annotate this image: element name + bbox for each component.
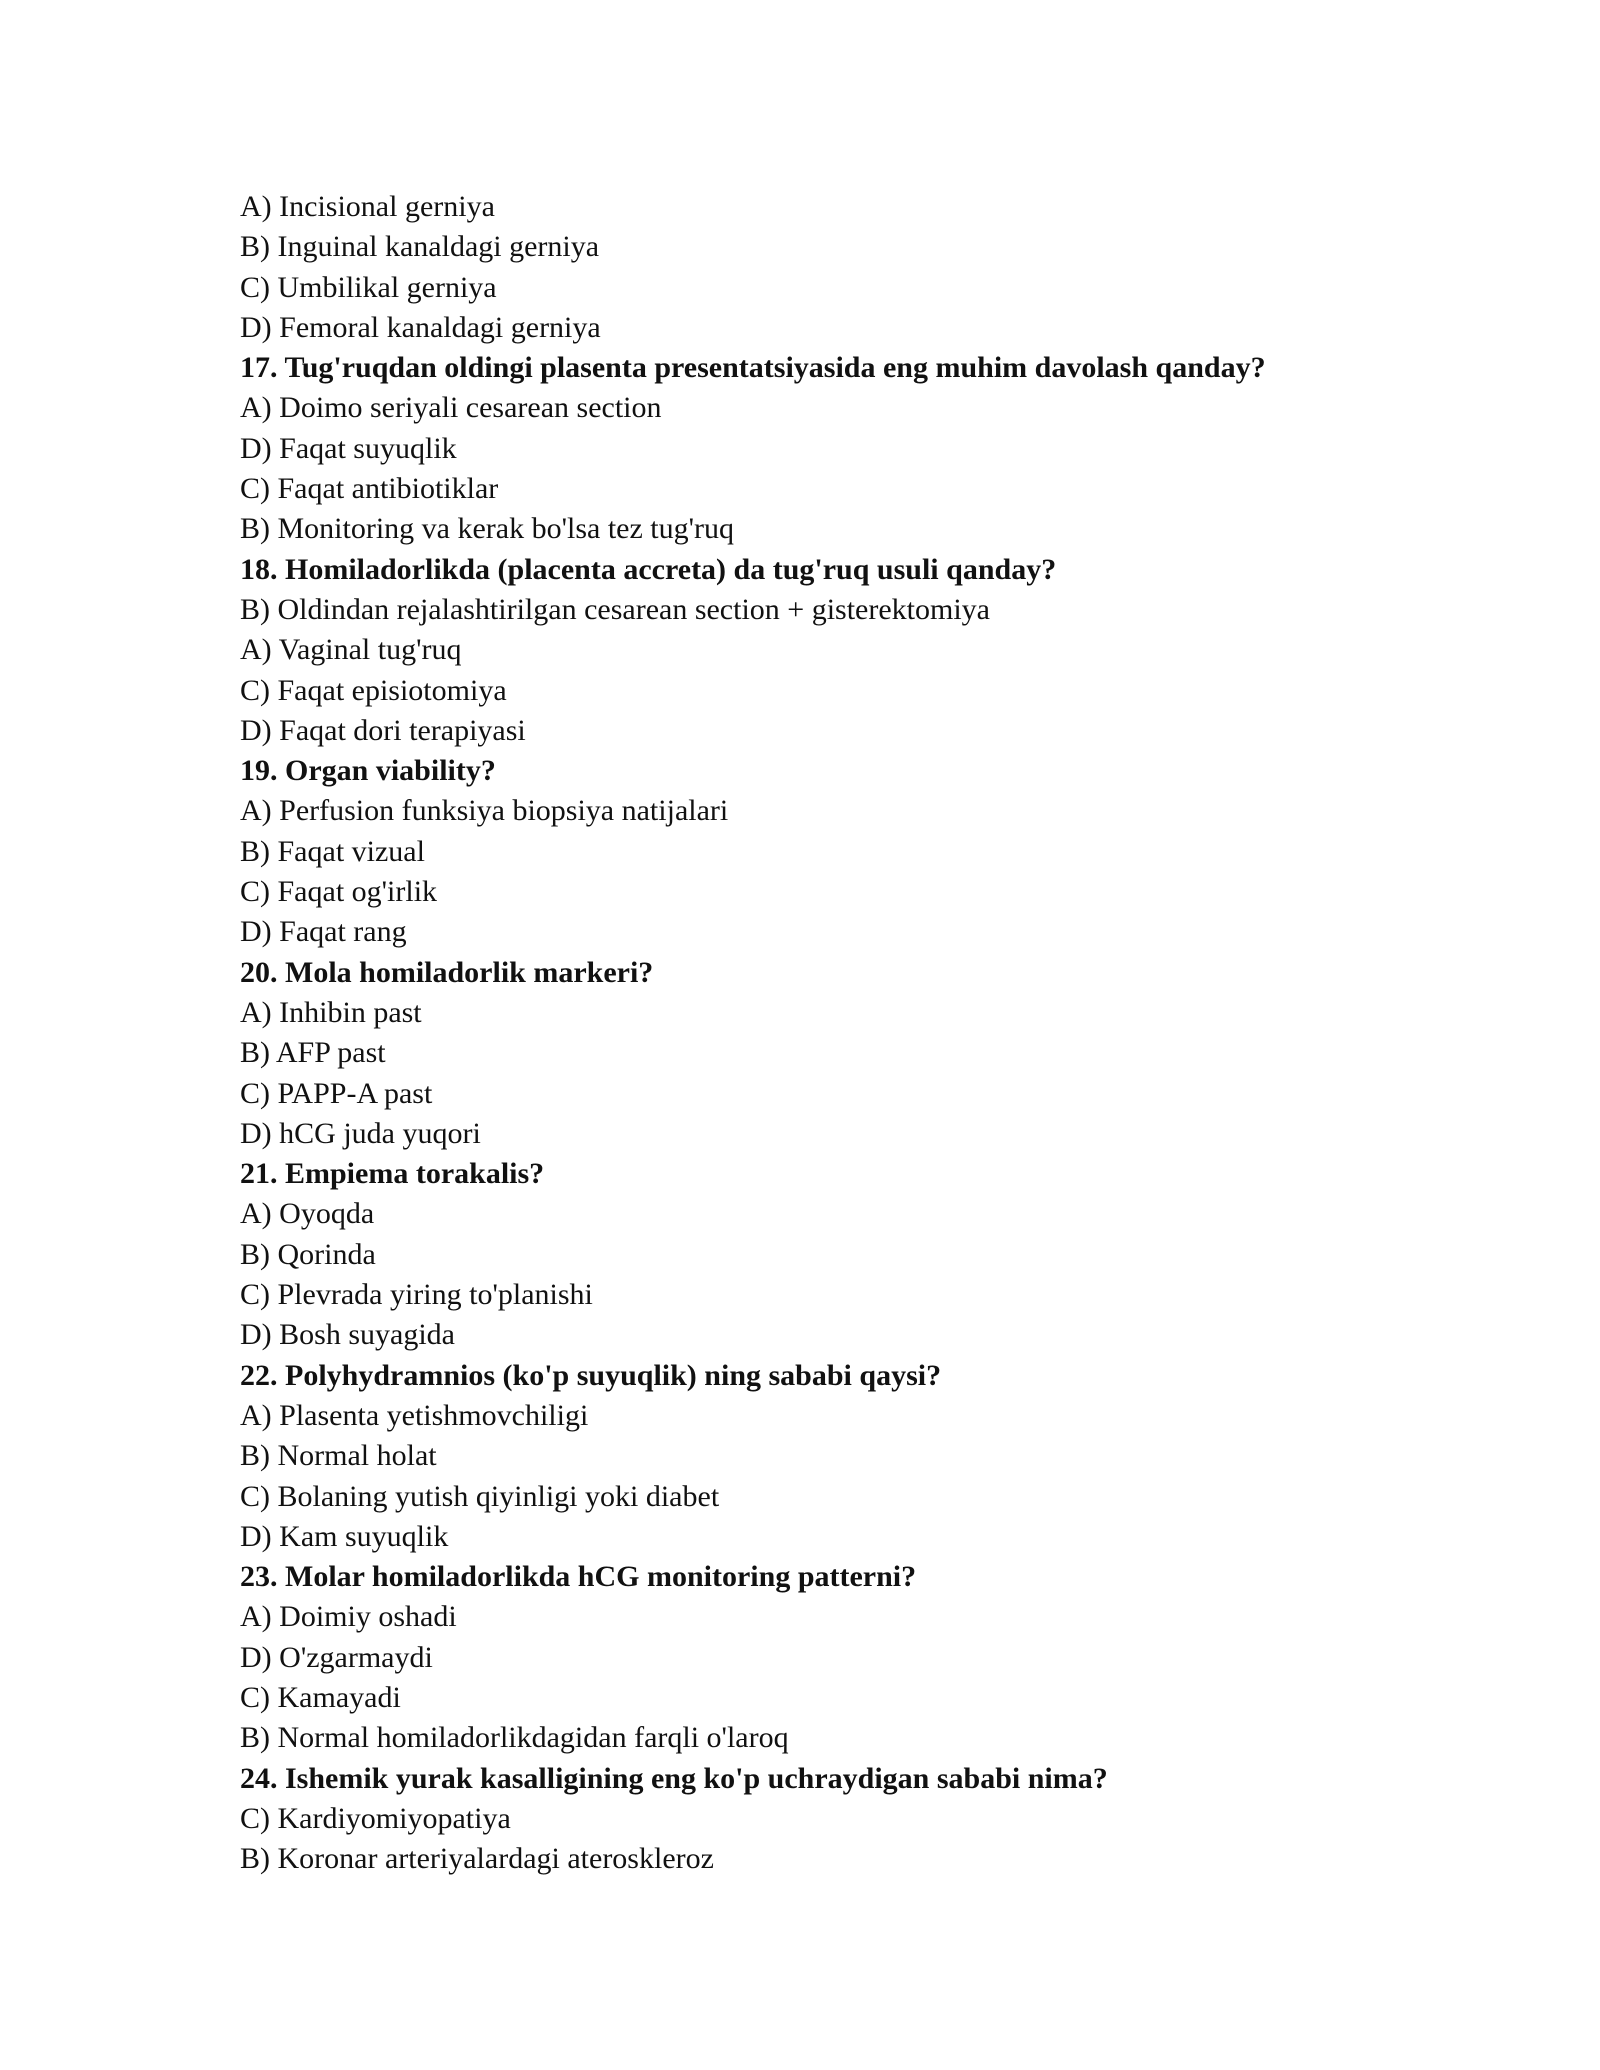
answer-option: C) Kamayadi <box>240 1680 401 1714</box>
question-text: 24. Ishemik yurak kasalligining eng ko'p uchraydigan sababi nima? <box>240 1761 1108 1795</box>
answer-option: A) Doimiy oshadi <box>240 1600 457 1634</box>
answer-option: B) Normal homiladorlikdagidan farqli o'laroq <box>240 1721 789 1755</box>
answer-option: B) Faqat vizual <box>240 834 425 868</box>
answer-option: C) Plevrada yiring to'planishi <box>240 1278 593 1312</box>
answer-option: D) Faqat suyuqlik <box>240 431 457 465</box>
answer-option: B) AFP past <box>240 1036 386 1070</box>
answer-option: A) Vaginal tug'ruq <box>240 633 462 667</box>
answer-option: D) hCG juda yuqori <box>240 1116 481 1150</box>
question-text: 19. Organ viability? <box>240 754 496 788</box>
question-text: 23. Molar homiladorlikda hCG monitoring patterni? <box>240 1560 917 1594</box>
answer-option: D) Bosh suyagida <box>240 1318 455 1352</box>
answer-option: C) PAPP-A past <box>240 1076 433 1110</box>
answer-option: B) Koronar arteriyalardagi ateroskleroz <box>240 1842 714 1876</box>
answer-option: D) O'zgarmaydi <box>240 1640 433 1674</box>
answer-option: B) Monitoring va kerak bo'lsa tez tug'ruq <box>240 512 735 546</box>
answer-option: B) Inguinal kanaldagi gerniya <box>240 230 600 264</box>
answer-option: D) Faqat dori terapiyasi <box>240 713 526 747</box>
answer-option: B) Normal holat <box>240 1439 437 1473</box>
answer-option: D) Femoral kanaldagi gerniya <box>240 310 601 344</box>
answer-option: A) Oyoqda <box>240 1197 375 1231</box>
answer-option: B) Qorinda <box>240 1237 376 1271</box>
question-text: 17. Tug'ruqdan oldingi plasenta presentatsiyasida eng muhim davolash qanday? <box>240 351 1266 385</box>
question-list <box>240 187 1440 1879</box>
answer-option: B) Oldindan rejalashtirilgan cesarean section + gisterektomiya <box>240 592 990 626</box>
answer-option: C) Faqat episiotomiya <box>240 673 507 707</box>
answer-option: D) Faqat rang <box>240 915 407 949</box>
answer-option: D) Kam suyuqlik <box>240 1519 449 1553</box>
answer-option: A) Perfusion funksiya biopsiya natijalari <box>240 794 729 828</box>
answer-option: A) Incisional gerniya <box>240 190 495 223</box>
question-text: 21. Empiema torakalis? <box>240 1157 545 1191</box>
answer-option: C) Umbilikal gerniya <box>240 270 497 304</box>
question-text: 18. Homiladorlikda (placenta accreta) da tug'ruq usuli qanday? <box>240 552 1057 586</box>
question-text: 20. Mola homiladorlik markeri? <box>240 955 654 989</box>
answer-option: C) Bolaning yutish qiyinligi yoki diabet <box>240 1479 720 1513</box>
answer-option: A) Doimo seriyali cesarean section <box>240 391 662 425</box>
answer-option: C) Faqat og'irlik <box>240 875 438 909</box>
answer-option: A) Inhibin past <box>240 995 422 1029</box>
answer-option: C) Kardiyomiyopatiya <box>240 1801 511 1835</box>
answer-option: A) Plasenta yetishmovchiligi <box>240 1398 589 1432</box>
answer-option: C) Faqat antibiotiklar <box>240 472 499 506</box>
question-text: 22. Polyhydramnios (ko'p suyuqlik) ning sababi qaysi? <box>240 1358 942 1392</box>
